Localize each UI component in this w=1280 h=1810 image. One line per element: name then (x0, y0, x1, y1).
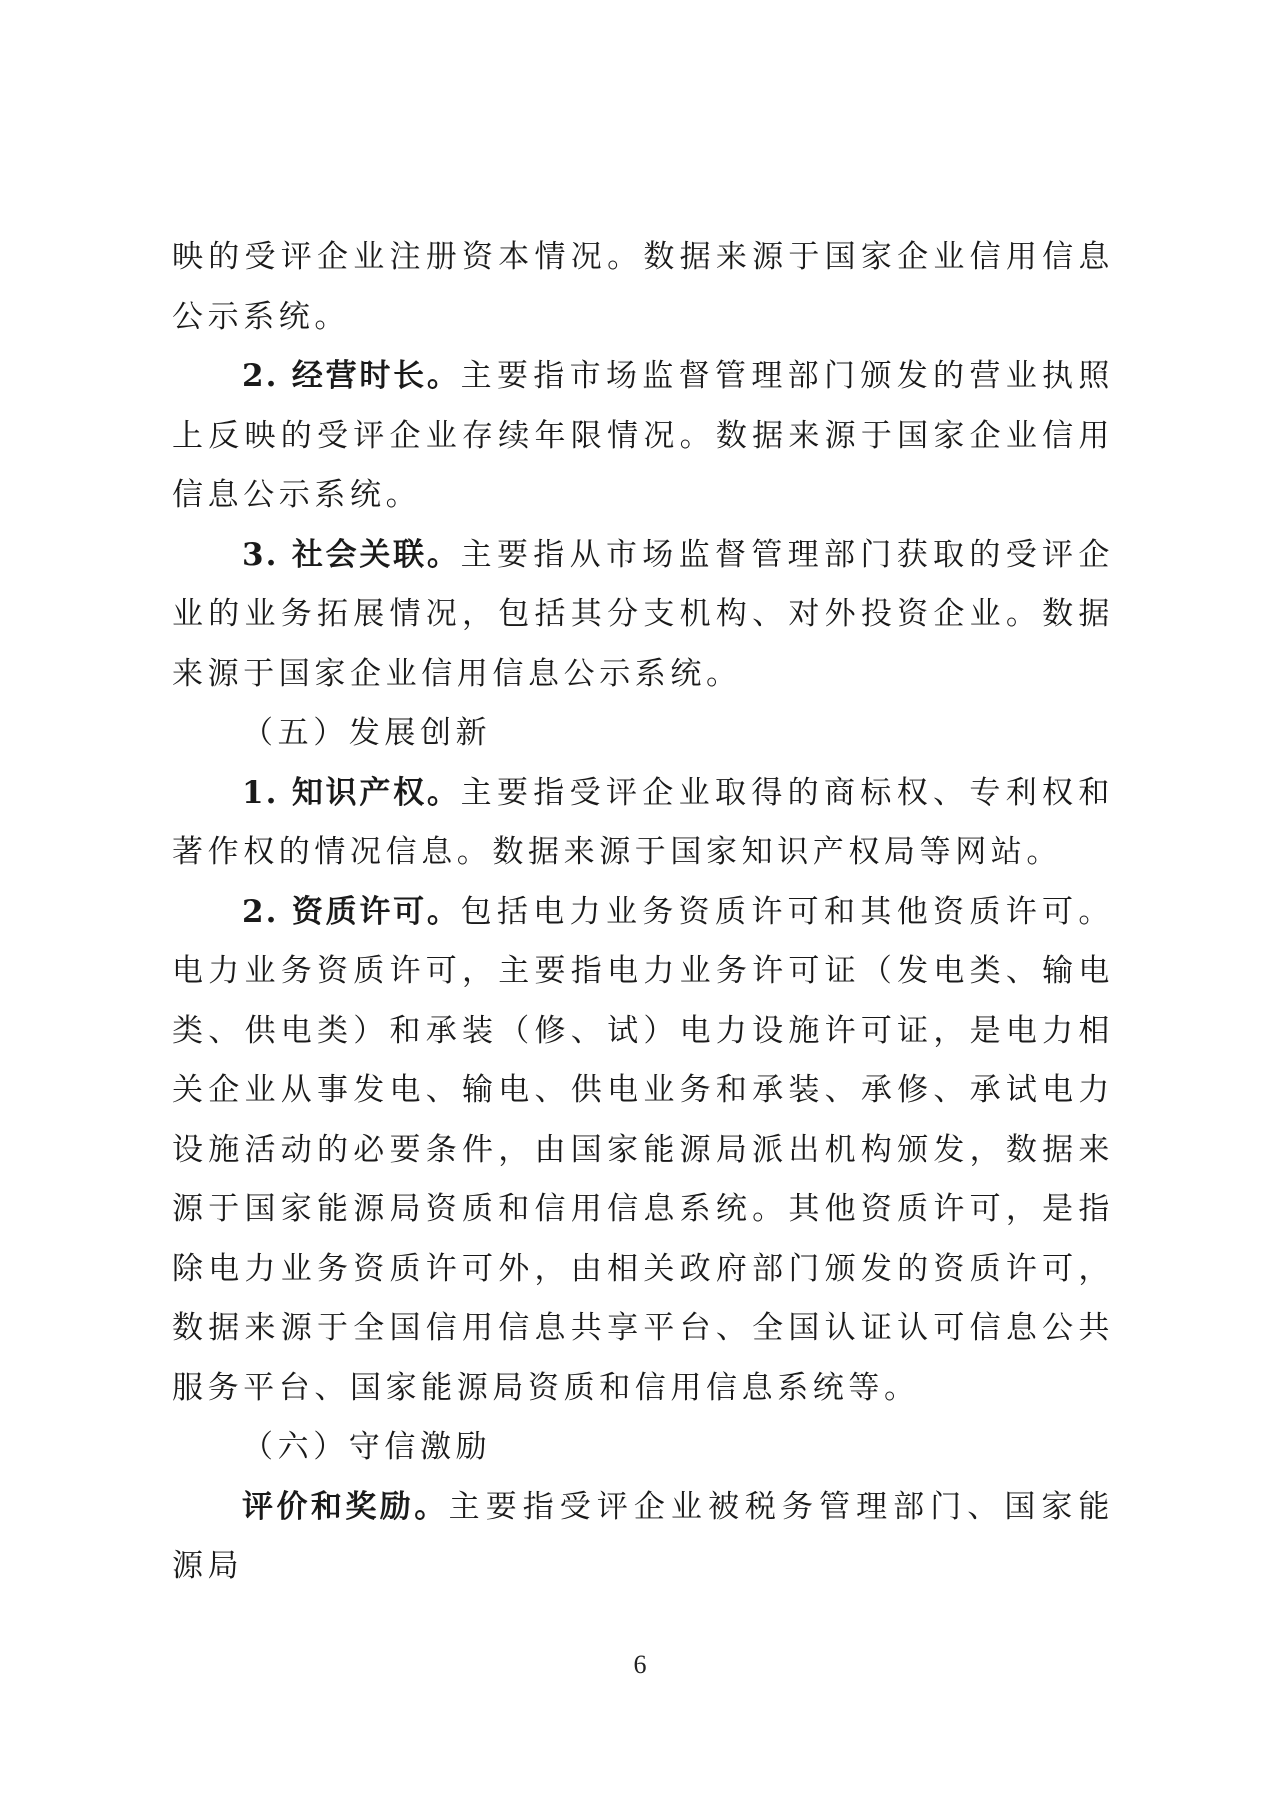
paragraph-social-association (172, 526, 1114, 705)
paragraph-evaluation-reward (172, 1478, 1114, 1597)
paragraph-text: 主要指市场监督管理部门颁发的营业执照上反映的受评企业存续年限情况。数据来源于国家企业信用信息公示系统。 (172, 358, 1114, 513)
paragraph-qualification-license (172, 883, 1114, 1419)
paragraph-intellectual-property (172, 764, 1114, 883)
paragraph-text: 包括电力业务资质许可和其他资质许可。电力业务资质许可，主要指电力业务许可证（发电类、输电类、供电类）和承装（修、试）电力设施许可证，是电力相关企业从事发电、输电、供电业务和承装、承修、承试电力设施活动的必要条件，由国家能源局派出机构颁发，数据来源于国家能源局资质和信用信息系统。其他资质许可，是指除电力业务资质许可外，由相关政府部门颁发的资质许可，数据来源于全国信用信息共享平台、全国认证认可信息公共服务平台、国家能源局资质和信用信息系统等。 (172, 893, 1114, 1406)
section-heading-text: （五）发展创新 (242, 715, 492, 751)
page-number: 6 (633, 1650, 647, 1679)
paragraph-registered-capital-continued (172, 228, 1114, 347)
paragraph-lead: 2. 经营时长。 (242, 358, 461, 394)
section-heading-text: （六）守信激励 (242, 1429, 492, 1465)
section-heading-development-innovation (172, 704, 1114, 764)
paragraph-lead: 评价和奖励。 (242, 1488, 449, 1525)
paragraph-lead: 1. 知识产权。 (242, 774, 461, 811)
paragraph-text: 主要指从市场监督管理部门获取的受评企业的业务拓展情况，包括其分支机构、对外投资企业。数据来源于国家企业信用信息公示系统。 (172, 536, 1114, 692)
paragraph-text: 主要指受评企业被税务管理部门、国家能源局 (172, 1488, 1114, 1584)
paragraph-lead: 3. 社会关联。 (242, 536, 461, 573)
paragraph-lead: 2. 资质许可。 (242, 893, 461, 930)
section-heading-trust-incentive (172, 1418, 1114, 1478)
paragraph-operating-duration (172, 347, 1114, 526)
paragraph-text: 主要指受评企业取得的商标权、专利权和著作权的情况信息。数据来源于国家知识产权局等网站。 (172, 774, 1114, 870)
paragraph-text: 映的受评企业注册资本情况。数据来源于国家企业信用信息公示系统。 (172, 239, 1114, 335)
body-text (172, 228, 1114, 1597)
